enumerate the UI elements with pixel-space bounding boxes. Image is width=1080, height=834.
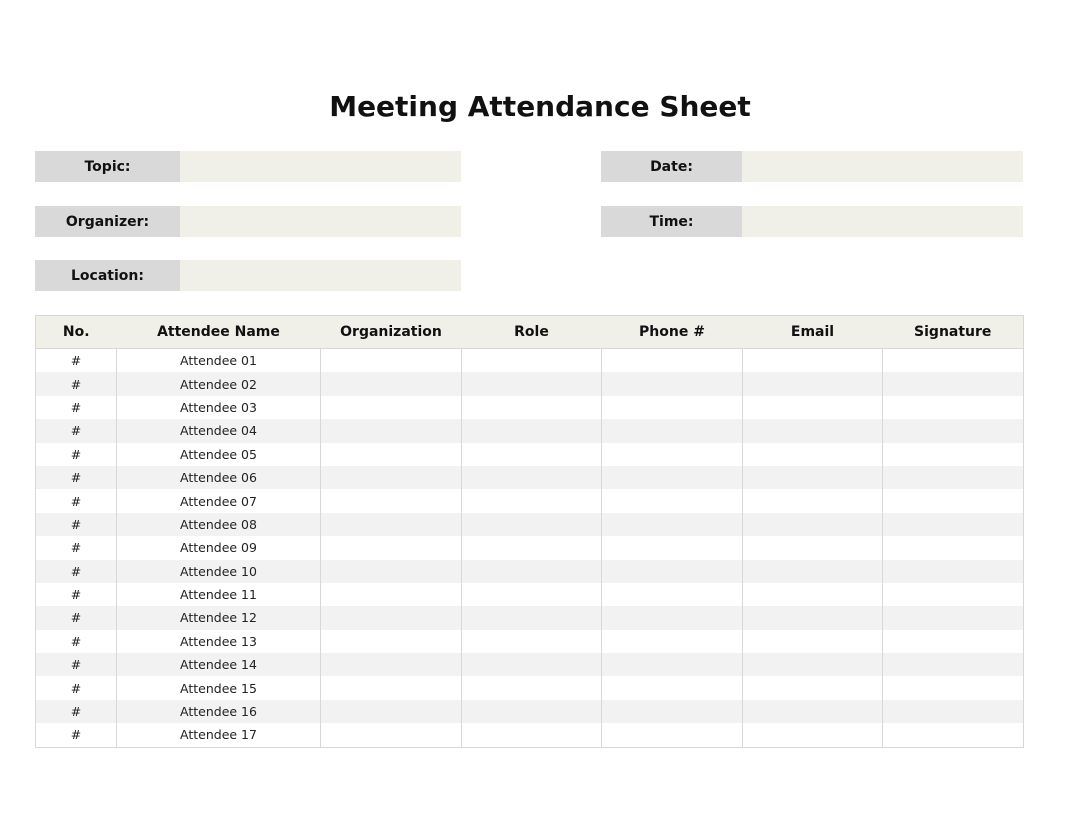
role-cell[interactable] [462,606,602,629]
name-cell: Attendee 01 [117,349,321,373]
name-cell: Attendee 14 [117,653,321,676]
email-cell[interactable] [743,653,883,676]
signature-cell[interactable] [883,676,1024,699]
role-cell[interactable] [462,419,602,442]
organization-cell[interactable] [321,676,462,699]
no-cell: # [36,700,117,723]
signature-cell[interactable] [883,513,1024,536]
column-header-name: Attendee Name [117,316,321,349]
phone-cell[interactable] [602,583,743,606]
table-row [36,372,1024,395]
name-cell: Attendee 09 [117,536,321,559]
organization-cell[interactable] [321,466,462,489]
email-cell[interactable] [743,676,883,699]
table-row [36,489,1024,512]
date-input[interactable] [742,151,1023,182]
column-header-role: Role [462,316,602,349]
table-row [36,466,1024,489]
topic-label: Topic: [35,151,180,182]
role-cell[interactable] [462,536,602,559]
table-row [36,723,1024,747]
signature-cell[interactable] [883,466,1024,489]
table-row [36,676,1024,699]
table-row [36,583,1024,606]
name-cell: Attendee 10 [117,560,321,583]
organization-cell[interactable] [321,443,462,466]
organization-cell[interactable] [321,723,462,747]
phone-cell[interactable] [602,419,743,442]
organization-cell[interactable] [321,606,462,629]
no-cell: # [36,372,117,395]
role-cell[interactable] [462,653,602,676]
column-header-phone: Phone # [602,316,743,349]
page-title: Meeting Attendance Sheet [329,90,751,123]
phone-cell[interactable] [602,396,743,419]
signature-cell[interactable] [883,419,1024,442]
table-row [36,560,1024,583]
no-cell: # [36,396,117,419]
signature-cell[interactable] [883,349,1024,373]
no-cell: # [36,560,117,583]
role-cell[interactable] [462,443,602,466]
name-cell: Attendee 03 [117,396,321,419]
time-input[interactable] [742,206,1023,237]
email-cell[interactable] [743,489,883,512]
organization-cell[interactable] [321,349,462,373]
email-cell[interactable] [743,513,883,536]
table-row [36,606,1024,629]
table-row [36,653,1024,676]
name-cell: Attendee 12 [117,606,321,629]
table-row [36,396,1024,419]
location-input[interactable] [180,260,461,291]
role-cell[interactable] [462,700,602,723]
signature-cell[interactable] [883,443,1024,466]
signature-cell[interactable] [883,630,1024,653]
email-cell[interactable] [743,443,883,466]
table-header [36,316,1024,349]
role-cell[interactable] [462,676,602,699]
organization-cell[interactable] [321,583,462,606]
date-field [601,151,1023,182]
organizer-label: Organizer: [35,206,180,237]
role-cell[interactable] [462,513,602,536]
time-label: Time: [601,206,742,237]
table-row [36,536,1024,559]
signature-cell[interactable] [883,606,1024,629]
role-cell[interactable] [462,349,602,373]
column-header-no: No. [36,316,117,349]
name-cell: Attendee 15 [117,676,321,699]
name-cell: Attendee 07 [117,489,321,512]
role-cell[interactable] [462,560,602,583]
no-cell: # [36,723,117,747]
phone-cell[interactable] [602,349,743,373]
email-cell[interactable] [743,536,883,559]
organizer-field [35,206,461,237]
email-cell[interactable] [743,372,883,395]
name-cell: Attendee 17 [117,723,321,747]
phone-cell[interactable] [602,630,743,653]
organization-cell[interactable] [321,630,462,653]
organization-cell[interactable] [321,489,462,512]
phone-cell[interactable] [602,606,743,629]
no-cell: # [36,419,117,442]
no-cell: # [36,349,117,373]
signature-cell[interactable] [883,560,1024,583]
organizer-input[interactable] [180,206,461,237]
table-row [36,513,1024,536]
signature-cell[interactable] [883,372,1024,395]
no-cell: # [36,676,117,699]
phone-cell[interactable] [602,489,743,512]
phone-cell[interactable] [602,560,743,583]
signature-cell[interactable] [883,489,1024,512]
email-cell[interactable] [743,466,883,489]
name-cell: Attendee 16 [117,700,321,723]
signature-cell[interactable] [883,723,1024,747]
role-cell[interactable] [462,630,602,653]
no-cell: # [36,513,117,536]
table-row [36,419,1024,442]
phone-cell[interactable] [602,466,743,489]
no-cell: # [36,489,117,512]
no-cell: # [36,536,117,559]
email-cell[interactable] [743,419,883,442]
signature-cell[interactable] [883,653,1024,676]
name-cell: Attendee 04 [117,419,321,442]
role-cell[interactable] [462,396,602,419]
no-cell: # [36,606,117,629]
name-cell: Attendee 05 [117,443,321,466]
name-cell: Attendee 13 [117,630,321,653]
signature-cell[interactable] [883,536,1024,559]
organization-cell[interactable] [321,396,462,419]
no-cell: # [36,583,117,606]
email-cell[interactable] [743,349,883,373]
phone-cell[interactable] [602,676,743,699]
email-cell[interactable] [743,583,883,606]
role-cell[interactable] [462,723,602,747]
table-row [36,443,1024,466]
phone-cell[interactable] [602,536,743,559]
organization-cell[interactable] [321,536,462,559]
no-cell: # [36,653,117,676]
location-label: Location: [35,260,180,291]
name-cell: Attendee 06 [117,466,321,489]
organization-cell[interactable] [321,560,462,583]
location-field [35,260,461,291]
phone-cell[interactable] [602,723,743,747]
column-header-organization: Organization [321,316,462,349]
organization-cell[interactable] [321,372,462,395]
topic-input[interactable] [180,151,461,182]
email-cell[interactable] [743,560,883,583]
organization-cell[interactable] [321,513,462,536]
role-cell[interactable] [462,372,602,395]
organization-cell[interactable] [321,700,462,723]
signature-cell[interactable] [883,396,1024,419]
attendance-table [35,315,1024,748]
role-cell[interactable] [462,583,602,606]
phone-cell[interactable] [602,443,743,466]
no-cell: # [36,466,117,489]
email-cell[interactable] [743,723,883,747]
email-cell[interactable] [743,700,883,723]
column-header-signature: Signature [883,316,1024,349]
name-cell: Attendee 11 [117,583,321,606]
role-cell[interactable] [462,466,602,489]
role-cell[interactable] [462,489,602,512]
time-field [601,206,1023,237]
name-cell: Attendee 08 [117,513,321,536]
phone-cell[interactable] [602,513,743,536]
phone-cell[interactable] [602,700,743,723]
phone-cell[interactable] [602,372,743,395]
email-cell[interactable] [743,630,883,653]
name-cell: Attendee 02 [117,372,321,395]
organization-cell[interactable] [321,653,462,676]
table-row [36,349,1024,373]
signature-cell[interactable] [883,583,1024,606]
no-cell: # [36,443,117,466]
email-cell[interactable] [743,396,883,419]
email-cell[interactable] [743,606,883,629]
column-header-email: Email [743,316,883,349]
date-label: Date: [601,151,742,182]
table-row [36,700,1024,723]
organization-cell[interactable] [321,419,462,442]
table-row [36,630,1024,653]
phone-cell[interactable] [602,653,743,676]
signature-cell[interactable] [883,700,1024,723]
topic-field [35,151,461,182]
no-cell: # [36,630,117,653]
